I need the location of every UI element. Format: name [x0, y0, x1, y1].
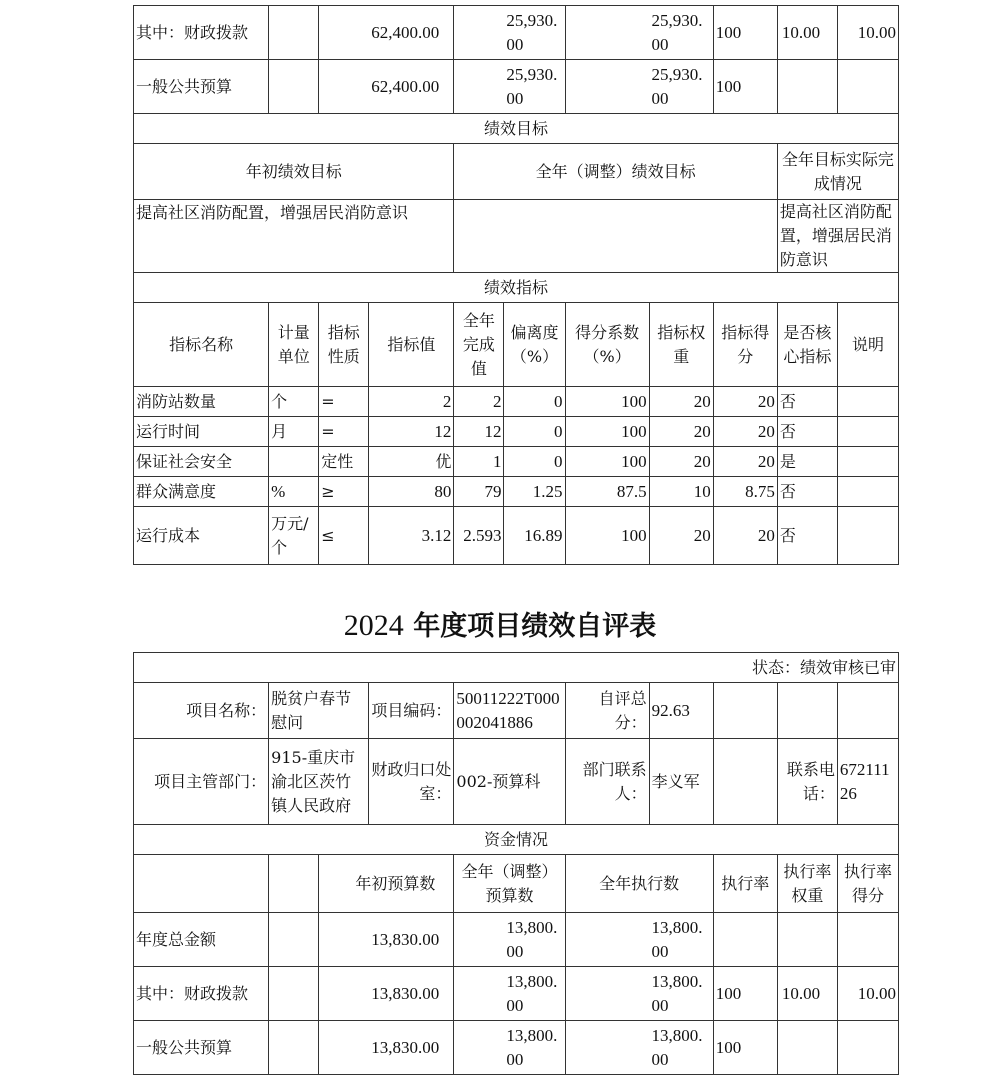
indicator-row: [134, 417, 899, 447]
indicator-target: 优: [369, 447, 454, 477]
funds-row-label: 一般公共预算: [134, 60, 269, 114]
execution-rate: 100: [713, 60, 777, 114]
col-note: 说明: [837, 303, 898, 387]
indicator-coefficient: 100: [565, 417, 649, 447]
indicator-name: 保证社会安全: [134, 447, 269, 477]
indicator-note: [837, 477, 898, 507]
rate-score: [837, 1021, 898, 1075]
finance-value: 002-预算科: [454, 739, 565, 825]
indicator-unit: 个: [269, 387, 319, 417]
performance-table-bottom: [133, 652, 899, 1075]
title-year: 2024: [343, 609, 404, 642]
indicator-unit: [269, 447, 319, 477]
col-deviation: 偏离度（%）: [504, 303, 565, 387]
col-score: 指标得分: [713, 303, 777, 387]
adjusted-budget: 25,930.00: [454, 6, 565, 60]
indicator-name: 运行成本: [134, 507, 269, 565]
indicator-core: 否: [777, 417, 837, 447]
indicator-target: 2: [369, 387, 454, 417]
goals-col-initial: 年初绩效目标: [134, 144, 454, 200]
executed-amount: 25,930.00: [565, 60, 713, 114]
project-code-value: 50011222T000002041886: [454, 683, 565, 739]
rate-weight: 10.00: [777, 967, 837, 1021]
indicator-row: [134, 447, 899, 477]
self-score-value: 92.63: [649, 683, 713, 739]
indicator-name: 消防站数量: [134, 387, 269, 417]
funds-row-label: 其中：财政拨款: [134, 967, 269, 1021]
indicator-row: [134, 477, 899, 507]
indicator-weight: 10: [649, 477, 713, 507]
funds-section-header: 资金情况: [134, 825, 899, 855]
col-unit: 计量单位: [269, 303, 319, 387]
indicator-row: [134, 507, 899, 565]
execution-rate: 100: [713, 1021, 777, 1075]
col-adjusted-budget: 全年（调整）预算数: [454, 855, 565, 913]
indicator-weight: 20: [649, 387, 713, 417]
project-info-row: [134, 739, 899, 825]
funds-row-label: 其中：财政拨款: [134, 6, 269, 60]
initial-budget: 62,400.00: [319, 60, 454, 114]
rate-score: 10.00: [837, 6, 898, 60]
rate-score: 10.00: [837, 967, 898, 1021]
indicator-deviation: 16.89: [504, 507, 565, 565]
indicator-deviation: 1.25: [504, 477, 565, 507]
goal-initial-value: 提高社区消防配置，增强居民消防意识: [134, 200, 454, 273]
indicator-weight: 20: [649, 507, 713, 565]
indicator-score: 20: [713, 447, 777, 477]
indicator-row: [134, 387, 899, 417]
indicator-core: 否: [777, 387, 837, 417]
indicators-header-row: [134, 303, 899, 387]
adjusted-budget: 13,800.00: [454, 913, 565, 967]
col-coefficient: 得分系数（%）: [565, 303, 649, 387]
funds-row: [134, 1021, 899, 1075]
indicator-nature: =: [319, 417, 369, 447]
indicator-name: 群众满意度: [134, 477, 269, 507]
indicator-deviation: 0: [504, 417, 565, 447]
funds-header-row: [134, 855, 899, 913]
rate-weight: [777, 1021, 837, 1075]
phone-value: 67211126: [837, 739, 898, 825]
indicator-actual: 79: [454, 477, 504, 507]
project-name-value: 脱贫户春节慰问: [269, 683, 369, 739]
goals-section-header: 绩效目标: [134, 114, 899, 144]
execution-rate: 100: [713, 6, 777, 60]
indicator-actual: 1: [454, 447, 504, 477]
col-nature: 指标性质: [319, 303, 369, 387]
indicator-nature: 定性: [319, 447, 369, 477]
indicator-nature: =: [319, 387, 369, 417]
col-rate-weight: 执行率权重: [777, 855, 837, 913]
dept-label: 项目主管部门：: [134, 739, 269, 825]
indicator-note: [837, 447, 898, 477]
project-info-row: [134, 683, 899, 739]
rate-weight: 10.00: [777, 6, 837, 60]
rate-weight: [777, 60, 837, 114]
project-code-label: 项目编码：: [369, 683, 454, 739]
page-title: [0, 604, 1000, 643]
goal-adjusted-value: [454, 200, 777, 273]
col-executed: 全年执行数: [565, 855, 713, 913]
contact-label: 部门联系人：: [565, 739, 649, 825]
contact-value: 李义军: [649, 739, 713, 825]
col-core: 是否核心指标: [777, 303, 837, 387]
executed-amount: 13,800.00: [565, 913, 713, 967]
initial-budget: 13,830.00: [319, 1021, 454, 1075]
indicators-section-header: 绩效指标: [134, 273, 899, 303]
rate-score: [837, 60, 898, 114]
col-rate-score: 执行率得分: [837, 855, 898, 913]
indicator-coefficient: 100: [565, 387, 649, 417]
indicator-target: 80: [369, 477, 454, 507]
initial-budget: 62,400.00: [319, 6, 454, 60]
indicator-name: 运行时间: [134, 417, 269, 447]
funds-row: [134, 60, 899, 114]
executed-amount: 25,930.00: [565, 6, 713, 60]
indicator-core: 是: [777, 447, 837, 477]
indicator-deviation: 0: [504, 447, 565, 477]
indicator-score: 20: [713, 417, 777, 447]
adjusted-budget: 13,800.00: [454, 967, 565, 1021]
rate-weight: [777, 913, 837, 967]
initial-budget: 13,830.00: [319, 967, 454, 1021]
indicator-coefficient: 87.5: [565, 477, 649, 507]
indicator-unit: 月: [269, 417, 319, 447]
indicator-score: 20: [713, 507, 777, 565]
indicator-score: 8.75: [713, 477, 777, 507]
indicator-core: 否: [777, 507, 837, 565]
goals-col-adjusted: 全年（调整）绩效目标: [454, 144, 777, 200]
execution-rate: [713, 913, 777, 967]
execution-rate: 100: [713, 967, 777, 1021]
indicator-score: 20: [713, 387, 777, 417]
status-text: 状态：绩效审核已审: [134, 653, 899, 683]
funds-row: [134, 913, 899, 967]
phone-label: 联系电话：: [777, 739, 837, 825]
indicator-weight: 20: [649, 447, 713, 477]
indicator-coefficient: 100: [565, 507, 649, 565]
finance-label: 财政归口处室：: [369, 739, 454, 825]
executed-amount: 13,800.00: [565, 1021, 713, 1075]
executed-amount: 13,800.00: [565, 967, 713, 1021]
indicator-core: 否: [777, 477, 837, 507]
indicator-deviation: 0: [504, 387, 565, 417]
col-target: 指标值: [369, 303, 454, 387]
goal-actual-value: 提高社区消防配置，增强居民消防意识: [777, 200, 898, 273]
funds-row: [134, 6, 899, 60]
funds-row: [134, 967, 899, 1021]
adjusted-budget: 25,930.00: [454, 60, 565, 114]
dept-value: 915-重庆市渝北区茨竹镇人民政府: [269, 739, 369, 825]
funds-row-label: 年度总金额: [134, 913, 269, 967]
indicator-weight: 20: [649, 417, 713, 447]
goals-col-actual: 全年目标实际完成情况: [777, 144, 898, 200]
indicator-actual: 12: [454, 417, 504, 447]
indicator-target: 3.12: [369, 507, 454, 565]
indicator-note: [837, 387, 898, 417]
col-actual: 全年完成值: [454, 303, 504, 387]
col-indicator-name: 指标名称: [134, 303, 269, 387]
initial-budget: 13,830.00: [319, 913, 454, 967]
indicator-unit: 万元/个: [269, 507, 319, 565]
indicator-note: [837, 507, 898, 565]
col-exec-rate: 执行率: [713, 855, 777, 913]
indicator-actual: 2: [454, 387, 504, 417]
indicator-unit: %: [269, 477, 319, 507]
indicator-target: 12: [369, 417, 454, 447]
performance-table-top: [133, 5, 899, 565]
indicator-actual: 2.593: [454, 507, 504, 565]
adjusted-budget: 13,800.00: [454, 1021, 565, 1075]
funds-row-label: 一般公共预算: [134, 1021, 269, 1075]
col-weight: 指标权重: [649, 303, 713, 387]
indicator-note: [837, 417, 898, 447]
indicator-nature: ≥: [319, 477, 369, 507]
col-initial-budget: 年初预算数: [319, 855, 454, 913]
project-name-label: 项目名称：: [134, 683, 269, 739]
indicator-coefficient: 100: [565, 447, 649, 477]
self-score-label: 自评总分：: [565, 683, 649, 739]
rate-score: [837, 913, 898, 967]
title-text: 年度项目绩效自评表: [413, 611, 657, 642]
indicator-nature: ≤: [319, 507, 369, 565]
